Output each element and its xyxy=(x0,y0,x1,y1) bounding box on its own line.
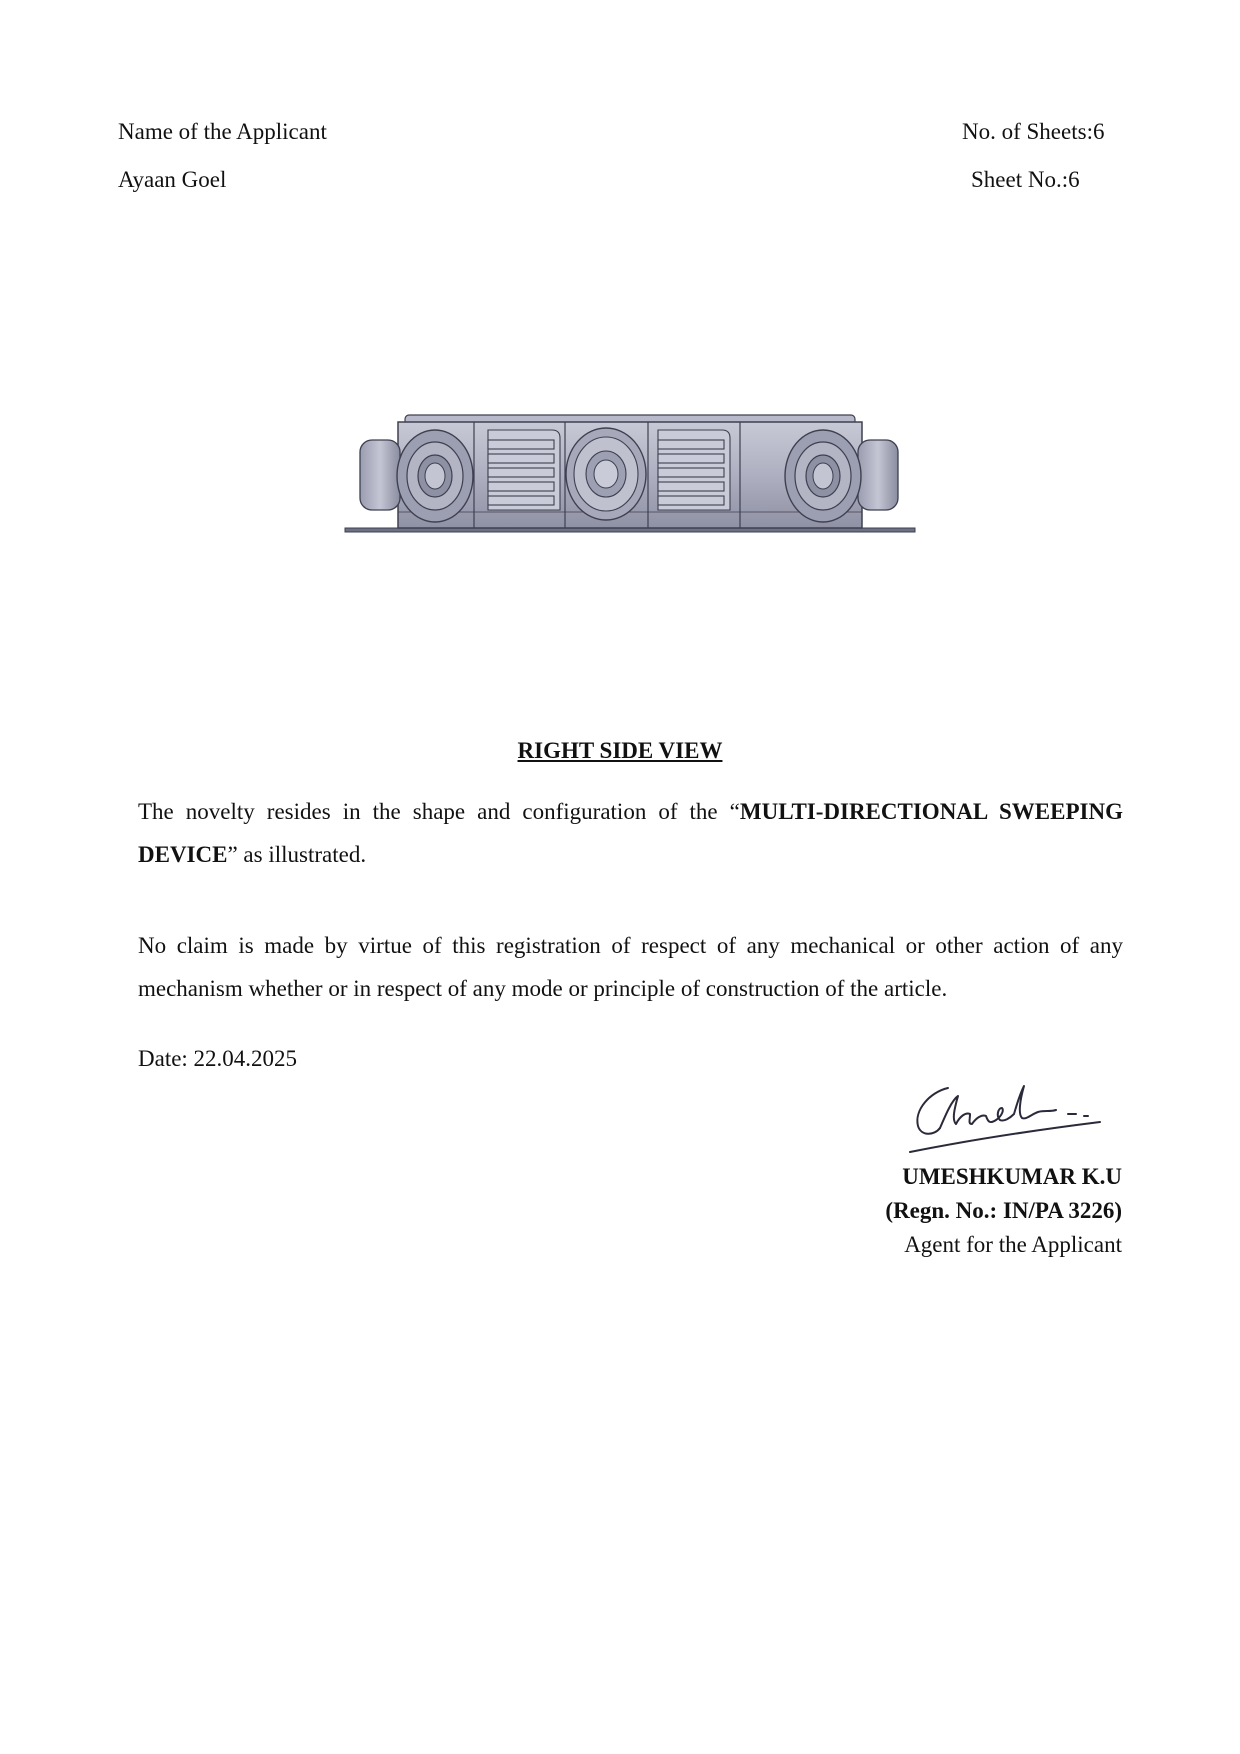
sheets-total: No. of Sheets:6 xyxy=(962,119,1105,144)
date-line: Date: 22.04.2025 xyxy=(138,1046,298,1071)
agent-registration: (Regn. No.: IN/PA 3226) xyxy=(885,1198,1122,1223)
novelty-prefix: The novelty resides in the shape and configuration of the “ xyxy=(138,799,740,824)
agent-signature xyxy=(900,1070,1130,1155)
applicant-name: Ayaan Goel xyxy=(118,167,227,192)
claim-disclaimer: No claim is made by virtue of this registration of respect of any mechanical or other action of any mechanism whether or in respect of any mode or principle of construction of the article. xyxy=(138,933,1123,1001)
agent-role: Agent for the Applicant xyxy=(904,1232,1122,1257)
device-side-view-drawing xyxy=(340,410,920,540)
applicant-label: Name of the Applicant xyxy=(118,119,327,144)
view-title: RIGHT SIDE VIEW xyxy=(517,738,723,763)
novelty-suffix: ” as illustrated. xyxy=(227,842,367,867)
agent-name: UMESHKUMAR K.U xyxy=(902,1164,1122,1189)
novelty-statement xyxy=(138,790,1123,876)
device-name: MULTI-DIRECTIONAL SWEEPING DEVICE xyxy=(138,799,1123,867)
sheet-number: Sheet No.:6 xyxy=(971,167,1080,192)
